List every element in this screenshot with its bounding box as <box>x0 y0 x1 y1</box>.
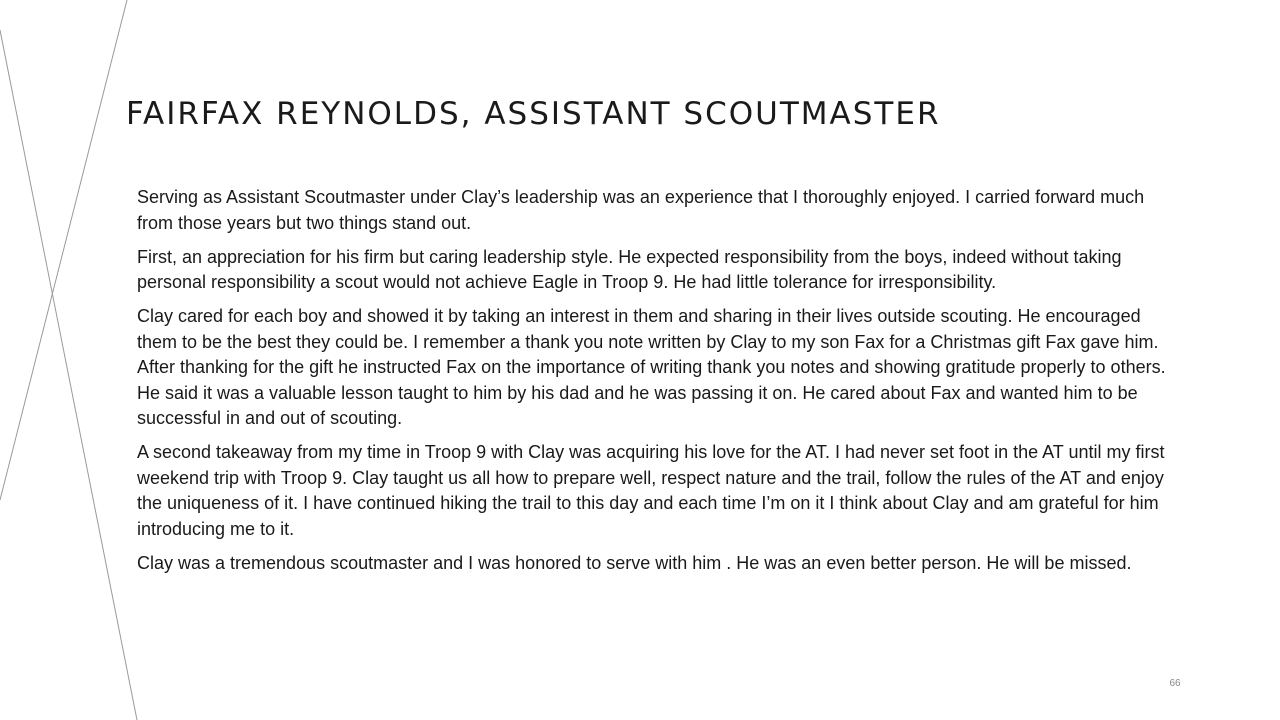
paragraph: Serving as Assistant Scoutmaster under Clay’s leadership was an experience that I thoroughly enjoyed. I carried forward much from those years but two things stand out. <box>137 187 1145 233</box>
paragraph: Clay cared for each boy and showed it by taking an interest in them and sharing in their lives outside scouting. He encouraged them to be the best they could be. I remember a thank you note written by Clay to my son Fax for a Christmas gift Fax gave him. After thanking for the gift he instructed Fax on the importance of writing thank you notes and showing gratitude properly to others. He said it was a valuable lesson taught to him by his dad and he was passing it on. He cared about Fax and wanted him to be successful in and out of scouting. <box>137 306 1166 428</box>
decor-line-right <box>0 0 127 500</box>
decor-line-left <box>0 30 137 720</box>
slide-title: FAIRFAX REYNOLDS, ASSISTANT SCOUTMASTER <box>126 96 941 132</box>
page-number: 66 <box>1169 678 1181 689</box>
paragraph: A second takeaway from my time in Troop 9 with Clay was acquiring his love for the AT. I had never set foot in the AT until my first weekend trip with Troop 9. Clay taught us all how to prepare well, respect nature and the trail, follow the rules of the AT and enjoy the uniqueness of it. I have continued hiking the trail to this day and each time I’m on it I think about Clay and am grateful for him introducing me to it. <box>137 442 1165 539</box>
paragraph: Clay was a tremendous scoutmaster and I was honored to serve with him . He was an even better person. He will be missed. <box>137 552 1132 573</box>
paragraph: First, an appreciation for his firm but caring leadership style. He expected responsibility from the boys, indeed without taking personal responsibility a scout would not achieve Eagle in Troop 9. He had little tolerance for irresponsibility. <box>137 246 1122 292</box>
body-text <box>137 185 1167 585</box>
